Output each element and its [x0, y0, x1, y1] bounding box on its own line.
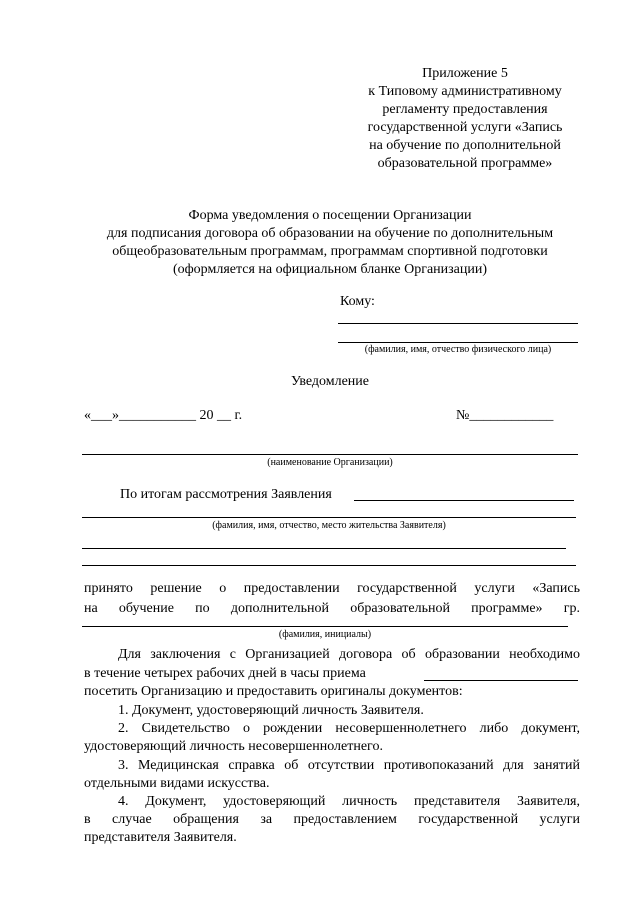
- form-title-line: Форма уведомления о посещении Организации: [188, 208, 472, 223]
- decision-line-2: на обучение по дополнительной образовательной программе» гр.: [84, 601, 580, 616]
- org-name-line: [82, 454, 578, 455]
- recipient-line-1: [338, 323, 578, 324]
- form-title-line: (оформляется на официальном бланке Организации): [172, 262, 488, 277]
- decision-line-1: принято решение о предоставлении государственной услуги «Запись: [84, 581, 580, 596]
- number-field: №____________: [456, 408, 554, 423]
- review-line-4: [82, 565, 576, 566]
- date-field: «___»___________ 20 __ г.: [84, 408, 243, 423]
- decision-name-line: [82, 626, 568, 627]
- appendix-line: образовательной программе»: [377, 156, 553, 171]
- recipient-label: Кому:: [340, 294, 375, 309]
- appendix-line: на обучение по дополнительной: [369, 138, 561, 153]
- body-text: в течение четырех рабочих дней в часы приема: [84, 666, 366, 681]
- document-item: представителя Заявителя.: [84, 830, 237, 845]
- review-line-3: [82, 548, 566, 549]
- document-item: 4. Документ, удостоверяющий личность представителя Заявителя,: [118, 794, 580, 809]
- document-item: 1. Документ, удостоверяющий личность Заявителя.: [118, 703, 424, 718]
- recipient-caption: (фамилия, имя, отчество физического лица): [364, 344, 552, 355]
- form-title-line: общеобразовательным программам, программам спортивной подготовки: [112, 244, 548, 259]
- document-item: удостоверяющий личность несовершеннолетнего.: [84, 739, 383, 754]
- body-text: посетить Организацию и предоставить оригиналы документов:: [84, 684, 463, 699]
- appendix-line: Приложение 5: [422, 66, 508, 81]
- review-caption: (фамилия, имя, отчество, место жительства Заявителя): [212, 520, 446, 531]
- review-text: По итогам рассмотрения Заявления: [120, 487, 332, 502]
- appendix-line: регламенту предоставления: [382, 102, 548, 117]
- document-item: 2. Свидетельство о рождении несовершеннолетнего либо документ,: [118, 721, 580, 736]
- document-item: отдельными видами искусства.: [84, 776, 270, 791]
- decision-caption: (фамилия, инициалы): [278, 629, 372, 640]
- appendix-line: к Типовому административному: [368, 84, 562, 99]
- form-title-line: для подписания договора об образовании на обучение по дополнительным: [106, 226, 554, 241]
- notice-title: Уведомление: [290, 374, 369, 389]
- review-line-2: [82, 517, 576, 518]
- recipient-line-2: [338, 342, 578, 343]
- appendix-line: государственной услуги «Запись: [367, 120, 563, 135]
- org-caption: (наименование Организации): [267, 457, 393, 468]
- form-title: [60, 207, 600, 279]
- document-item: 3. Медицинская справка об отсутствии противопоказаний для занятий: [118, 758, 580, 773]
- reception-hours-line: [424, 680, 578, 681]
- review-line-1: [354, 500, 574, 501]
- document-item: в случае обращения за предоставлением государственной услуги: [84, 812, 580, 827]
- appendix-block: [340, 65, 590, 173]
- body-text: Для заключения с Организацией договора об образовании необходимо: [118, 647, 580, 662]
